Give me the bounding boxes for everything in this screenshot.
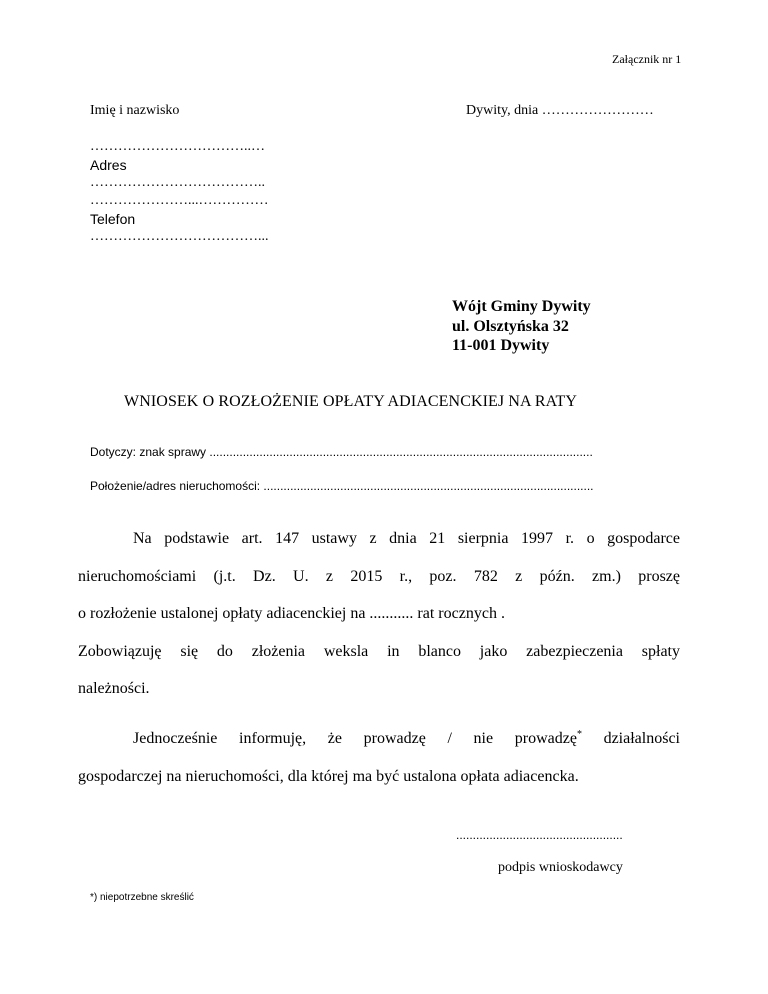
annex-label: Załącznik nr 1 bbox=[612, 52, 682, 66]
recipient-line-1: Wójt Gminy Dywity bbox=[452, 298, 591, 315]
paragraph-line: należności. bbox=[78, 680, 150, 697]
signature-label: podpis wnioskodawcy bbox=[498, 860, 623, 875]
address-line-1: ……………………………….. bbox=[90, 175, 265, 190]
place-date: Dywity, dnia …………………… bbox=[466, 103, 654, 118]
name-label: Imię i nazwisko bbox=[90, 103, 180, 118]
case-number-field: Dotyczy: znak sprawy ................................................................................................................... bbox=[90, 445, 593, 459]
paragraph-line: gospodarczej na nieruchomości, dla której ma być ustalona opłata adiacencka. bbox=[78, 767, 579, 785]
declaration-text: Jednocześnie informuję, że prowadzę / nie prowadzę bbox=[133, 730, 577, 747]
footnote-mark: * bbox=[576, 729, 582, 740]
paragraph-line: o rozłożenie ustalonej opłaty adiacenckiej na ........... rat rocznych . bbox=[78, 605, 505, 622]
phone-label: Telefon bbox=[90, 211, 136, 227]
declaration-text-end: działalności bbox=[581, 730, 680, 747]
sender-block bbox=[90, 102, 269, 246]
address-label: Adres bbox=[90, 157, 127, 173]
name-line: ……………………………..… bbox=[90, 139, 265, 154]
paragraph-line bbox=[78, 720, 680, 758]
phone-line: ………………………………... bbox=[90, 229, 269, 244]
paragraph-line: Na podstawie art. 147 ustawy z dnia 21 sierpnia 1997 r. o gospodarce bbox=[133, 530, 680, 547]
document-title: WNIOSEK O ROZŁOŻENIE OPŁATY ADIACENCKIEJ NA RATY bbox=[124, 393, 578, 410]
recipient-line-3: 11-001 Dywity bbox=[452, 337, 550, 354]
recipient-block bbox=[452, 297, 591, 356]
request-paragraph bbox=[78, 520, 680, 708]
footnote: *) niepotrzebne skreślić bbox=[90, 892, 194, 903]
paragraph-line: nieruchomościami (j.t. Dz. U. z 2015 r., poz. 782 z późn. zm.) proszę bbox=[78, 567, 680, 585]
paragraph-line: Zobowiązuję się do złożenia weksla in blanco jako zabezpieczenia spłaty bbox=[78, 642, 680, 660]
business-declaration-paragraph bbox=[78, 720, 680, 795]
signature-line: .................................................. bbox=[456, 828, 623, 842]
property-address-field: Położenie/adres nieruchomości: ................................................................................................... bbox=[90, 479, 594, 493]
address-line-2: …………………...…………… bbox=[90, 193, 269, 208]
recipient-line-2: ul. Olsztyńska 32 bbox=[452, 317, 569, 335]
